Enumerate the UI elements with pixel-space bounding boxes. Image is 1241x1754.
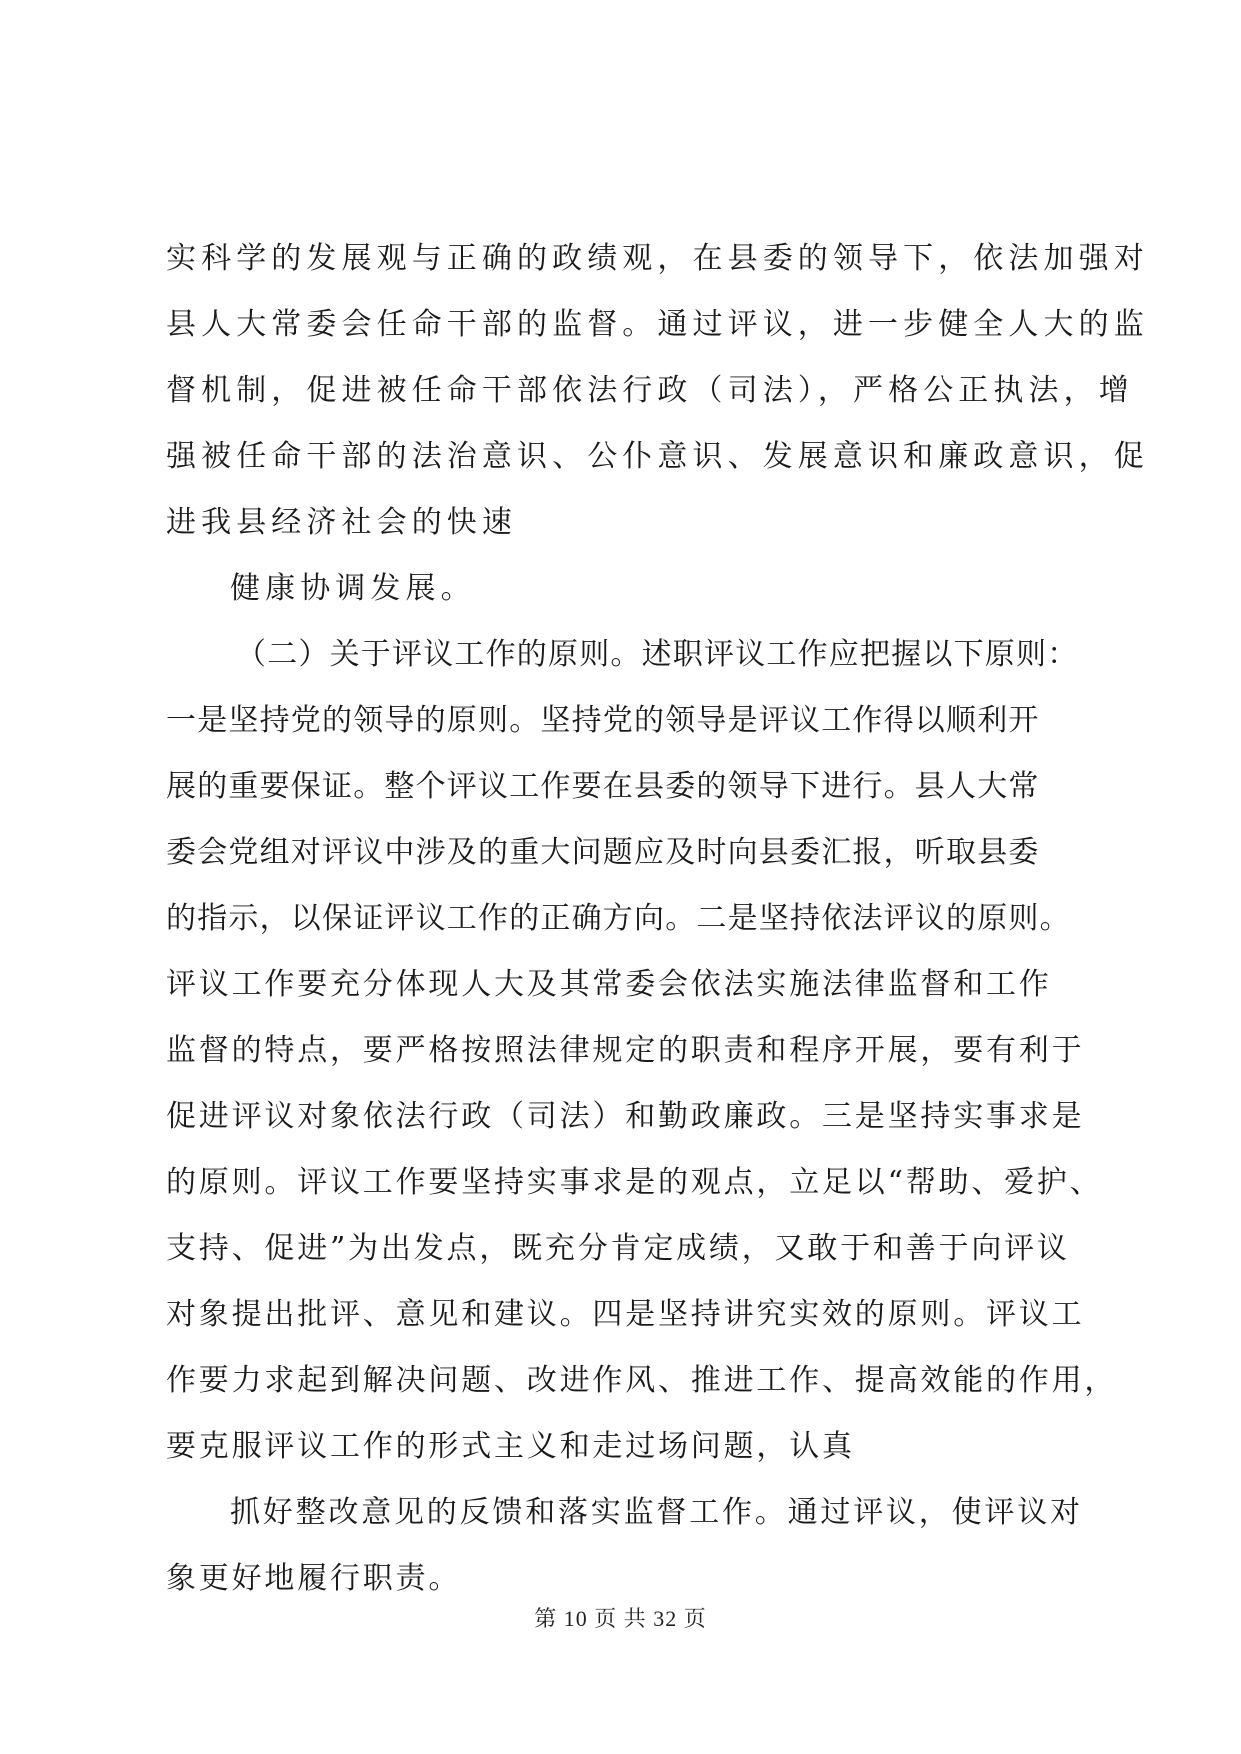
text-line: 的原则。评议工作要坚持实事求是的观点，立足以“帮助、爱护、 [166,1165,1103,1200]
page-number-footer: 第 10 页 共 32 页 [534,1606,707,1631]
paragraph-line: 抓好整改意见的反馈和落实监督工作。通过评议，使评议对 [230,1495,1083,1530]
paragraph-line: 健康协调发展。 [230,571,476,606]
text-line: 委会党组对评议中涉及的重大问题应及时向县委汇报，听取县委 [166,835,1040,870]
document-body [166,226,1149,1612]
text-line: 强被任命干部的法治意识、公仆意识、发展意识和廉政意识，促 [166,439,1149,474]
text-line: 实科学的发展观与正确的政绩观，在县委的领导下，依法加强对 [166,241,1149,276]
text-line: 督机制，促进被任命干部依法行政（司法），严格公正执法，增 [166,373,1134,408]
text-line: 县人大常委会任命干部的监督。通过评议，进一步健全人大的监 [166,307,1149,342]
text-line: 的指示，以保证评议工作的正确方向。二是坚持依法评议的原则。 [166,901,1071,936]
text-line: 促进评议对象依法行政（司法）和勤政廉政。三是坚持实事求是 [166,1099,1085,1134]
text-line: 支持、促进”为出发点，既充分肯定成绩，又敢于和善于向评议 [166,1231,1070,1266]
text-line: 一是坚持党的领导的原则。坚持党的领导是评议工作得以顺利开 [166,703,1040,738]
text-line: 要克服评议工作的形式主义和走过场问题，认真 [166,1429,855,1464]
text-line: 进我县经济社会的快速 [166,505,517,540]
text-line: 评议工作要充分体现人大及其常委会依法实施法律监督和工作 [166,967,1052,1002]
text-line: 展的重要保证。整个评议工作要在县委的领导下进行。县人大常 [166,769,1040,804]
text-line: 监督的特点，要严格按照法律规定的职责和程序开展，要有利于 [166,1033,1085,1068]
text-line: 象更好地履行职责。 [166,1561,462,1596]
text-line: 作要力求起到解决问题、改进作风、推进工作、提高效能的作用， [166,1363,1118,1398]
section-heading-line: （二）关于评议工作的原则。述职评议工作应把握以下原则： [236,637,1079,672]
text-line: 对象提出批评、意见和建议。四是坚持讲究实效的原则。评议工 [166,1297,1085,1332]
